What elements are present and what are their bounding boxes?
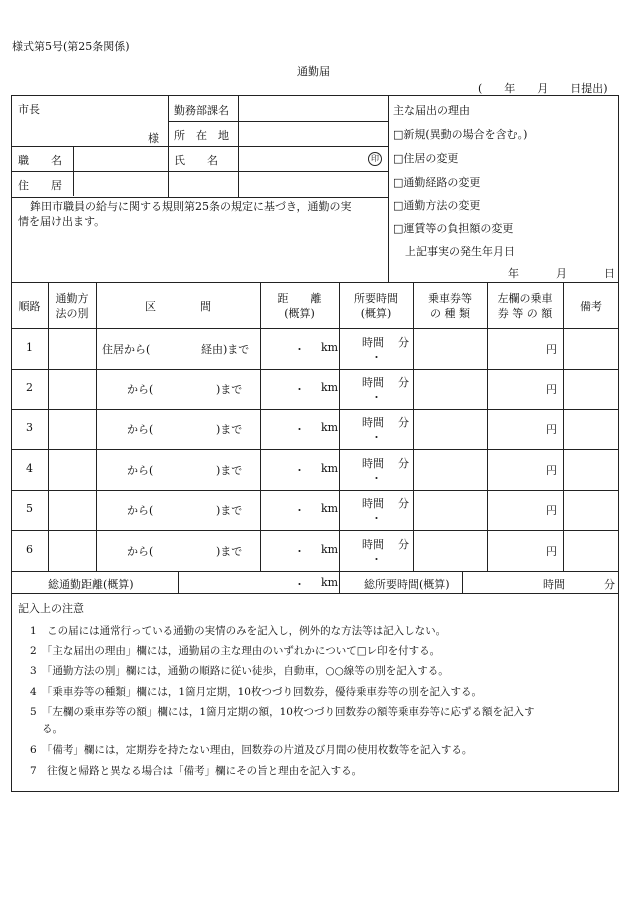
route-row-5-via: )まで <box>216 504 243 517</box>
note-item-7: 7 往復と帰路と異なる場合は「備考」欄にその旨と理由を記入する。 <box>30 765 363 777</box>
header-ticket-line2: の 種 類 <box>430 307 470 320</box>
route-row-4-from: から( <box>127 464 154 477</box>
route-row-6-yen: 円 <box>546 545 557 558</box>
header-order: 順路 <box>18 300 41 313</box>
route-row-1-hour: 時間 <box>362 336 384 349</box>
route-row-3-minute: 分 <box>398 416 409 429</box>
route-row-1-from: 住居から( <box>102 343 151 356</box>
route-row-2-via: )まで <box>216 383 243 396</box>
route-row-6-from: から( <box>127 545 154 558</box>
total-time-label: 総所要時間(概算) <box>364 578 450 591</box>
reason-address-change[interactable]: □住居の変更 <box>393 152 459 165</box>
total-distance-label: 総通勤距離(概算) <box>48 578 134 591</box>
route-row-6-time-dot: ・ <box>371 553 382 566</box>
occurrence-day: 日 <box>604 267 615 280</box>
route-row-3-dot: ・ <box>294 423 305 436</box>
note-item-2: 2 「主な届出の理由」欄には，通勤届の主な理由のいずれかについて□レ印を付する。 <box>30 645 441 657</box>
route-row-1-km: km <box>321 341 339 354</box>
note-item-5: 5 「左欄の乗車券等の額」欄には，1箇月定期の額，10枚つづり回数券の額等乗車券等に応ずる額を記入す <box>30 706 535 718</box>
reason-fare-change[interactable]: □運賃等の負担額の変更 <box>393 222 514 235</box>
route-row-4-yen: 円 <box>546 464 557 477</box>
form-title: 通勤届 <box>297 65 330 78</box>
route-row-1-dot: ・ <box>294 343 305 356</box>
route-row-6-number: 6 <box>26 543 33 556</box>
route-row-3-time-dot: ・ <box>371 431 382 444</box>
total-distance-km: km <box>321 576 339 589</box>
address-label: 住 居 <box>18 179 62 192</box>
occurrence-month: 月 <box>556 267 567 280</box>
header-distance-line1: 距 離 <box>277 292 322 305</box>
route-row-2-from: から( <box>127 383 154 396</box>
seal-mark: 印 <box>368 152 382 166</box>
route-row-2-km: km <box>321 381 339 394</box>
header-ticket-line1: 乗車券等 <box>428 292 472 305</box>
route-row-6-hour: 時間 <box>362 538 384 551</box>
route-row-4-dot: ・ <box>294 464 305 477</box>
route-row-6-km: km <box>321 543 339 556</box>
name-label: 氏 名 <box>174 154 218 167</box>
route-row-6-dot: ・ <box>294 545 305 558</box>
route-row-4-via: )まで <box>216 464 243 477</box>
occurrence-date-label: 上記事実の発生年月日 <box>405 245 515 258</box>
department-label: 勤務部課名 <box>174 104 229 117</box>
reason-method-change[interactable]: □通勤方法の変更 <box>393 199 481 212</box>
header-distance-line2: (概算) <box>284 307 315 320</box>
route-row-1-yen: 円 <box>546 343 557 356</box>
sama-label: 様 <box>148 132 159 145</box>
route-row-1-via: 経由)まで <box>201 343 250 356</box>
route-row-2-time-dot: ・ <box>371 391 382 404</box>
header-amount-line2: 券 等 の 額 <box>497 307 553 320</box>
note-item-6: 6 「備考」欄には，定期券を持たない理由，回数券の片道及び月間の使用枚数等を記入する。 <box>30 744 473 756</box>
notes-title: 記入上の注意 <box>18 602 84 615</box>
route-row-3-via: )まで <box>216 423 243 436</box>
route-row-2-dot: ・ <box>294 383 305 396</box>
note-item-4: 4 「乗車券等の種類」欄には，1箇月定期，10枚つづり回数券，優待乗車券等の別を記入する。 <box>30 686 482 698</box>
route-row-4-minute: 分 <box>398 457 409 470</box>
reason-new[interactable]: □新規(異動の場合を含む。) <box>393 128 528 141</box>
occurrence-year: 年 <box>508 267 519 280</box>
header-remarks: 備考 <box>580 300 602 313</box>
route-row-4-km: km <box>321 462 339 475</box>
route-row-4-hour: 時間 <box>362 457 384 470</box>
job-title-label: 職 名 <box>18 154 62 167</box>
header-time-line2: (概算) <box>360 307 392 320</box>
route-row-5-number: 5 <box>26 502 33 515</box>
note-item-5-continued: る。 <box>42 723 63 735</box>
header-amount-line1: 左欄の乗車 <box>497 292 553 305</box>
mayor-label: 市長 <box>18 103 40 116</box>
route-row-6-minute: 分 <box>398 538 409 551</box>
route-row-2-yen: 円 <box>546 383 557 396</box>
route-row-4-time-dot: ・ <box>371 472 382 485</box>
route-row-3-from: から( <box>127 423 154 436</box>
route-row-4-number: 4 <box>26 462 33 475</box>
total-time-minute: 分 <box>604 578 615 591</box>
header-method-line1: 通勤方 <box>55 292 89 305</box>
route-row-3-number: 3 <box>26 421 33 434</box>
note-item-3: 3 「通勤方法の別」欄には，通勤の順路に従い徒歩，自動車，○○線等の別を記入する。 <box>30 665 449 677</box>
note-item-1: 1 この届には通常行っている通勤の実情のみを記入し，例外的な方法等は記入しない。 <box>30 625 447 637</box>
header-method-line2: 法の別 <box>55 307 89 320</box>
reason-route-change[interactable]: □通勤経路の変更 <box>393 176 481 189</box>
submission-date-line: ( 年 月 日提出) <box>478 82 608 95</box>
reasons-title: 主な届出の理由 <box>393 104 470 117</box>
route-row-5-dot: ・ <box>294 504 305 517</box>
route-row-1-number: 1 <box>26 341 33 354</box>
header-section: 区 間 <box>145 300 211 313</box>
total-time-hour: 時間 <box>543 578 565 591</box>
route-row-1-minute: 分 <box>398 336 409 349</box>
route-row-5-from: から( <box>127 504 154 517</box>
header-time-line1: 所要時間 <box>354 292 398 305</box>
location-label: 所 在 地 <box>174 129 229 142</box>
route-row-2-number: 2 <box>26 381 33 394</box>
route-row-2-minute: 分 <box>398 376 409 389</box>
route-row-3-hour: 時間 <box>362 416 384 429</box>
route-row-3-yen: 円 <box>546 423 557 436</box>
route-row-1-time-dot: ・ <box>371 351 382 364</box>
route-row-6-via: )まで <box>216 545 243 558</box>
route-row-5-time-dot: ・ <box>371 512 382 525</box>
form-number-label: 様式第5号(第25条関係) <box>12 40 130 53</box>
route-row-3-km: km <box>321 421 339 434</box>
route-row-5-minute: 分 <box>398 497 409 510</box>
route-row-2-hour: 時間 <box>362 376 384 389</box>
total-distance-dot: ・ <box>294 578 305 591</box>
statement-line-2: 情を届け出ます。 <box>18 215 106 228</box>
statement-line-1: 鉾田市職員の給与に関する規則第25条の規定に基づき，通勤の実 <box>30 200 352 213</box>
route-row-5-km: km <box>321 502 339 515</box>
route-row-5-hour: 時間 <box>362 497 384 510</box>
route-row-5-yen: 円 <box>546 504 557 517</box>
